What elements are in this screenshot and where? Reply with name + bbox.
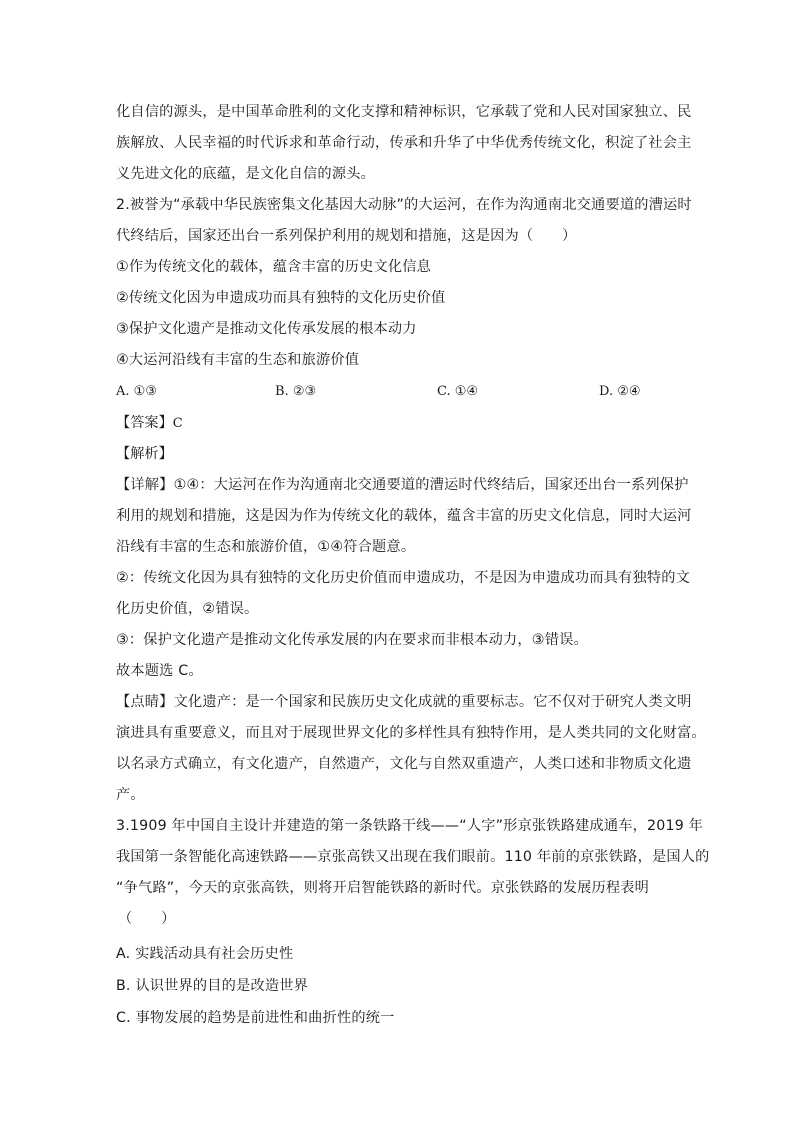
question-3-blank: （ ） — [118, 911, 176, 927]
detail-text: ①④：大运河在作为沟通南北交通要道的漕运时代终结后，国家还出台一系列保护 — [173, 477, 689, 493]
note-line — [116, 693, 692, 711]
question-3-stem: 我国第一条智能化高速铁路——京张高铁又出现在我们眼前。110 年前的京张铁路，是国人的 — [116, 849, 710, 865]
option-a: A. ①③ — [116, 384, 157, 399]
note-line: 演进具有重要意义，而且对于展现世界文化的多样性具有独特作用，是人类共同的文化财富。 — [116, 725, 706, 741]
option-a: A. 实践活动具有社会历史性 — [116, 946, 294, 962]
intro-line: 义先进文化的底蕴，是文化自信的源头。 — [116, 166, 375, 182]
analysis-tag: 【解析】 — [116, 446, 173, 462]
option-d: D. ②④ — [599, 384, 641, 399]
option-c: C. ①④ — [437, 384, 479, 399]
detail-tag: 【详解】 — [116, 477, 174, 493]
answer-value: C — [172, 416, 183, 431]
question-2-item: ④大运河沿线有丰富的生态和旅游价值 — [116, 352, 360, 368]
note-text: 文化遗产：是一个国家和民族历史文化成就的重要标志。它不仅对于研究人类文明 — [173, 694, 692, 710]
detail-line: 化历史价值，②错误。 — [116, 601, 259, 617]
intro-line: 化自信的源头，是中国革命胜利的文化支撑和精神标识，它承载了党和人民对国家独立、民 — [116, 104, 692, 120]
question-2-item: ③保护文化遗产是推动文化传承发展的根本动力 — [116, 321, 417, 337]
question-2-item: ①作为传统文化的载体，蕴含丰富的历史文化信息 — [116, 259, 432, 275]
detail-line: 沿线有丰富的生态和旅游价值，①④符合题意。 — [116, 539, 416, 555]
detail-line: 利用的规划和措施，这是因为作为传统文化的载体，蕴含丰富的历史文化信息，同时大运河 — [116, 508, 692, 524]
question-2-stem: 代终结后，国家还出台一系列保护利用的规划和措施，这是因为（ ） — [116, 228, 577, 244]
option-c: C. 事物发展的趋势是前进性和曲折性的统一 — [116, 1010, 395, 1026]
note-line: 以名录方式确立，有文化遗产，自然遗产，文化与自然双重遗产，人类口述和非物质文化遗 — [116, 756, 692, 772]
option-b: B. 认识世界的目的是改造世界 — [116, 978, 309, 994]
question-2-item: ②传统文化因为申遗成功而具有独特的文化历史价值 — [116, 290, 446, 306]
note-tag: 【点睛】 — [116, 694, 174, 710]
answer-line — [116, 414, 183, 433]
detail-line — [116, 476, 689, 494]
question-3-stem: 3.1909 年中国自主设计并建造的第一条铁路干线——“人字”形京张铁路建成通车，2019 年 — [116, 818, 704, 834]
question-2-stem: 2.被誉为“承载中华民族密集文化基因大动脉”的大运河，在作为沟通南北交通要道的漕运时 — [116, 197, 692, 213]
question-3-stem: “争气路”，今天的京张高铁，则将开启智能铁路的新时代。京张铁路的发展历程表明 — [116, 880, 650, 896]
conclusion-line: 故本题选 C。 — [116, 663, 203, 679]
answer-tag: 【答案】 — [116, 415, 173, 431]
option-b: B. ②③ — [275, 384, 317, 399]
note-line: 产。 — [116, 787, 145, 803]
detail-line: ②：传统文化因为具有独特的文化历史价值而申遗成功，不是因为申遗成功而具有独特的文 — [116, 570, 691, 586]
intro-line: 族解放、人民幸福的时代诉求和革命行动，传承和升华了中华优秀传统文化，积淀了社会主 — [116, 135, 692, 151]
detail-line: ③：保护文化遗产是推动文化传承发展的内在要求而非根本动力，③错误。 — [116, 632, 588, 648]
